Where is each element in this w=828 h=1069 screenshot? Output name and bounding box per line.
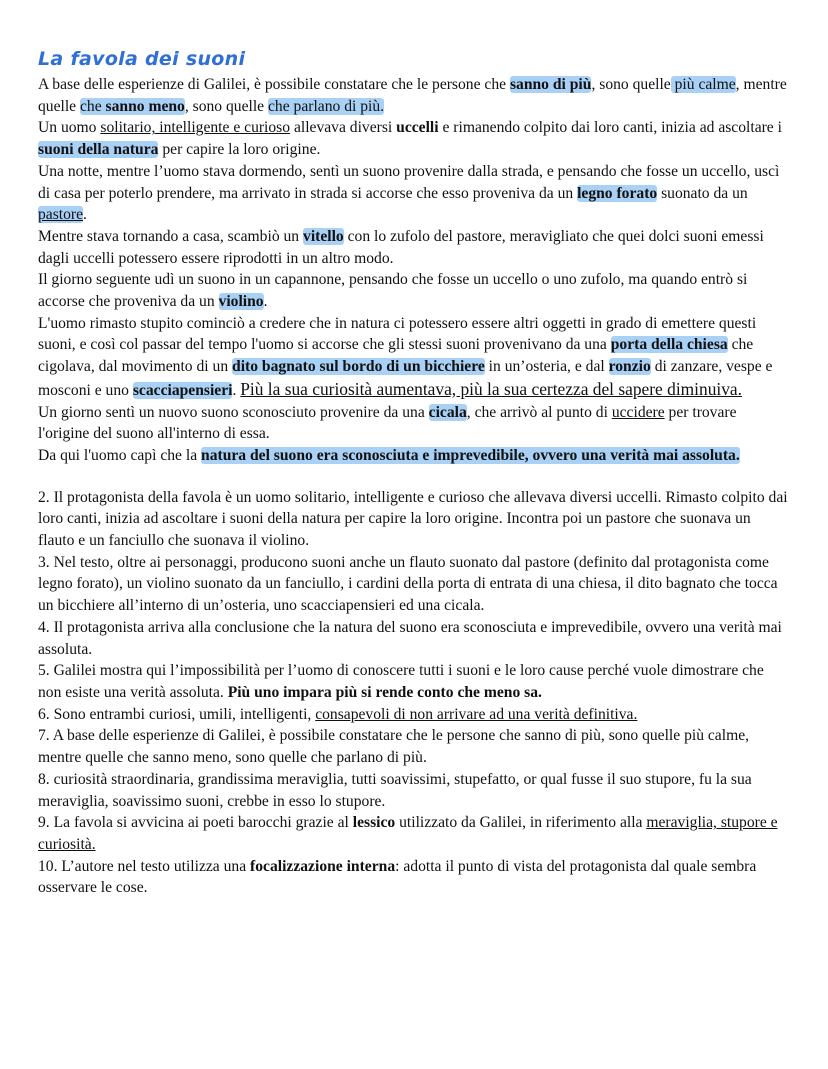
answer-6 (38, 704, 788, 726)
highlight (80, 98, 185, 115)
text: Un giorno sentì un nuovo suono sconosciuto provenire da una (38, 403, 429, 421)
highlight: suoni della natura (38, 141, 159, 159)
section-gap (38, 467, 788, 487)
bold-text: lessico (352, 814, 396, 832)
answer-5 (38, 660, 788, 703)
highlight: dito bagnato sul bordo di un bicchiere (232, 358, 485, 376)
text: in un’osteria, e dal (484, 358, 609, 376)
text: 6. Sono entrambi curiosi, umili, intelligenti, (38, 705, 316, 723)
highlight: vitello (303, 227, 344, 245)
text: . (263, 293, 268, 311)
story-paragraph-6 (38, 313, 788, 402)
answer-7: 7. A base delle esperienze di Galilei, è possibile constatare che le persone che sanno di più, sono quelle più calme, mentre quelle che sanno meno, sono quelle che parlano di più. (38, 727, 750, 767)
text: , sono quelle (184, 97, 268, 115)
text: 5. Galilei mostra qui l’impossibilità per l’uomo di conoscere tutti i suoni e le loro cause perché vuole dimostrare che non esiste una verità assoluta. (38, 662, 764, 701)
story-paragraph-7 (38, 402, 788, 445)
highlight: natura del suono era sconosciuta e imprevedibile, ovvero una verità mai assoluta. (201, 446, 740, 464)
text: con lo zufolo del pastore, meravigliato che quei dolci suoni emessi dagli uccelli potessero essere riprodotti in un altro modo. (38, 227, 764, 267)
highlight: ronzio (608, 358, 651, 376)
text: allevava diversi (290, 119, 397, 137)
answer-9 (38, 812, 788, 855)
text: per trovare l'origine del suono all'interno di essa. (38, 403, 737, 443)
text: 10. L’autore nel testo utilizza una (38, 857, 251, 875)
page-title: La favola dei suoni (38, 48, 246, 70)
highlight: porta della chiesa (610, 336, 728, 354)
answer-10 (38, 856, 788, 899)
highlight: scacciapensieri (132, 381, 233, 399)
highlight: sanno di più (509, 76, 592, 93)
bold-text: uccelli (396, 119, 439, 137)
text: Da qui l'uomo capì che la (38, 446, 202, 464)
text: L'uomo rimasto stupito cominciò a credere che in natura ci potessero essere altri oggetti in grado di emettere questi suoni, e così col passar del tempo l'uomo si accorse che gli stessi suoni provenivano da una (38, 314, 757, 354)
text: , sono quelle (591, 76, 671, 93)
underlined-text: Più la sua curiosità aumentava, più la sua certezza del sapere diminuiva. (240, 378, 742, 399)
text: di zanzare, vespe e mosconi e uno (38, 358, 773, 399)
underlined-text: uccidere (611, 403, 665, 421)
story-paragraph-3 (38, 161, 788, 226)
underlined-text: consapevoli di non arrivare ad una verità definitiva. (315, 705, 638, 723)
text: . (232, 381, 241, 399)
answers-section (38, 487, 788, 899)
answer-4: 4. Il protagonista arriva alla conclusione che la natura del suono era sconosciuta e imprevedibile, ovvero una verità mai assoluta. (38, 618, 782, 658)
text: Mentre stava tornando a casa, scambiò un (38, 227, 304, 245)
answer-2: 2. Il protagonista della favola è un uomo solitario, intelligente e curioso che allevava diversi uccelli. Rimasto colpito dai loro canti, inizia ad ascoltare i suoni della natura per capire la loro origine. Incontra poi un pastore che suonava un flauto e un fanciullo che suonava il violino. (38, 488, 788, 550)
highlight: pastore (38, 206, 84, 224)
story-paragraph-8 (38, 445, 788, 467)
story-section (38, 74, 788, 467)
underlined-text: solitario, intelligente e curioso (100, 119, 291, 137)
text: e rimanendo colpito dai loro canti, inizia ad ascoltare i (438, 119, 782, 137)
text: . (83, 206, 87, 224)
text: che cigolava, dal movimento di un (38, 336, 754, 376)
text: A base delle esperienze di Galilei, è possibile constatare che le persone che (38, 76, 510, 93)
highlight: violino (218, 293, 264, 311)
answer-8: 8. curiosità straordinaria, grandissima meraviglia, tutti soavissimi, stupefatto, or qual fusse il suo stupore, fu la sua meraviglia, soavissimo suoni, crebbe in esso lo stupore. (38, 770, 752, 810)
text: suonato da un (657, 184, 748, 202)
highlight: che parlano di più. (268, 97, 385, 115)
answer-3: 3. Nel testo, oltre ai personaggi, producono suoni anche un flauto suonato dal pastore (definito dal protagonista come legno forato), un violino suonato da un fanciullo, i cardini della porta di entrata di una chiesa, il dito bagnato che tocca un bicchiere all’interno di un’osteria, uno scacciapensieri ed una cicala. (38, 553, 778, 615)
text: Un uomo (38, 119, 101, 137)
text: : adotta il punto di vista del protagonista dal quale sembra osservare le cose. (38, 857, 757, 897)
story-paragraph-5 (38, 269, 788, 312)
bold-text: Più uno impara più si rende conto che meno sa. (227, 683, 542, 701)
story-paragraph-2 (38, 117, 788, 160)
underlined-text: meraviglia, stupore e curiosità. (38, 814, 778, 853)
text: per capire la loro origine. (158, 141, 321, 159)
text: utilizzato da Galilei, in riferimento alla (395, 814, 647, 832)
text: Il giorno seguente udì un suono in un capannone, pensando che fosse un uccello o uno zufolo, ma quando entrò si accorse che proveniva da un (38, 271, 748, 311)
highlight: cicala (428, 403, 467, 421)
text: sanno meno (105, 97, 185, 115)
story-paragraph-1 (38, 74, 788, 117)
highlight: più calme (670, 76, 736, 93)
text: , che arrivò al punto di (466, 403, 612, 421)
text: 9. La favola si avvicina ai poeti barocchi grazie al (38, 814, 353, 832)
story-paragraph-4 (38, 226, 788, 269)
highlight: legno forato (577, 184, 658, 202)
text: che (80, 97, 106, 115)
text: , mentre quelle (38, 76, 787, 115)
bold-text: focalizzazione interna (250, 857, 396, 875)
text: Una notte, mentre l’uomo stava dormendo, sentì un suono provenire dalla strada, e pensando che fosse un uccello, uscì di casa per poterlo prendere, ma arrivato in strada si accorse che esso proveniva da un (38, 162, 780, 202)
